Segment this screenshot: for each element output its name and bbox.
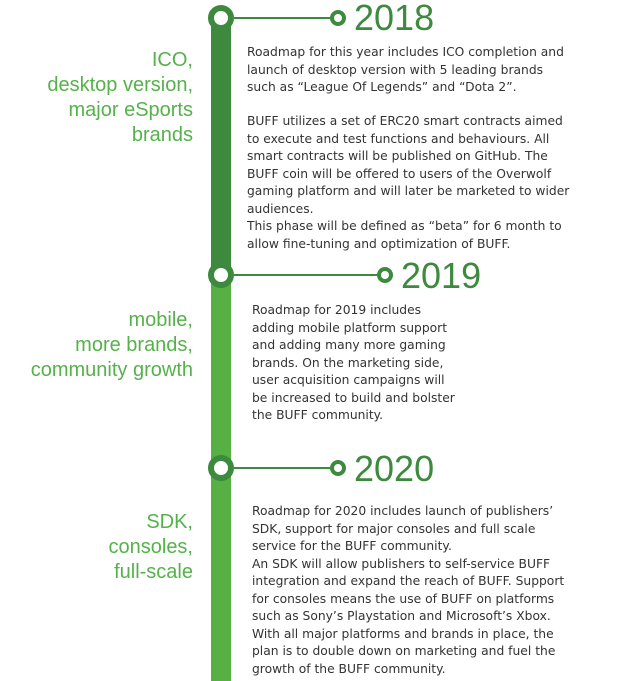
connector-line-2018 <box>234 17 332 19</box>
timeline-node-2018 <box>208 5 234 31</box>
timeline-bar-2018 <box>211 12 231 274</box>
year-2020: 2020 <box>354 448 435 489</box>
summary-2018: ICO, desktop version, major eSports brands <box>47 49 193 146</box>
year-2018: 2018 <box>354 0 435 38</box>
description-2020: Roadmap for 2020 includes launch of publishers’ SDK, support for major consoles and full scale service for the BUFF community. An SDK will allow publishers to self-service BUFF integration and expand the reach of BUFF. Support for consoles means the use of BUFF on platforms such as Sony’s Playstation and Microsoft’s Xbox. With all major platforms and brands in place, the plan is to double down on marketing and fuel the growth of the BUFF community. <box>252 504 565 676</box>
summary-2020: SDK, consoles, full-scale <box>108 511 193 583</box>
connector-dot-2018 <box>330 10 346 26</box>
description-2018-details: BUFF utilizes a set of ERC20 smart contracts aimed to execute and test functions and behaviours. All smart contracts will be published on GitHub. The BUFF coin will be offered to users of the Overwolf gaming platform and will later be marketed to wider audiences. This phase will be defined as “beta” for 6 month to allow fine-tuning and optimization of BUFF. <box>247 114 570 251</box>
connector-line-2019 <box>234 274 379 276</box>
description-2019: Roadmap for 2019 includes adding mobile platform support and adding many more gaming brands. On the marketing side, user acquisition campaigns will be increased to build and bolster the BUFF community. <box>252 303 455 422</box>
connector-line-2020 <box>234 467 332 469</box>
connector-dot-2020 <box>330 460 346 476</box>
timeline-node-2020 <box>208 455 234 481</box>
timeline-node-2019 <box>208 262 234 288</box>
description-2018-intro: Roadmap for this year includes ICO completion and launch of desktop version with 5 leading brands such as “League Of Legends” and “Dota 2”. <box>247 45 564 94</box>
connector-dot-2019 <box>377 267 393 283</box>
summary-2019: mobile, more brands, community growth <box>30 309 193 381</box>
year-2019: 2019 <box>401 255 482 296</box>
